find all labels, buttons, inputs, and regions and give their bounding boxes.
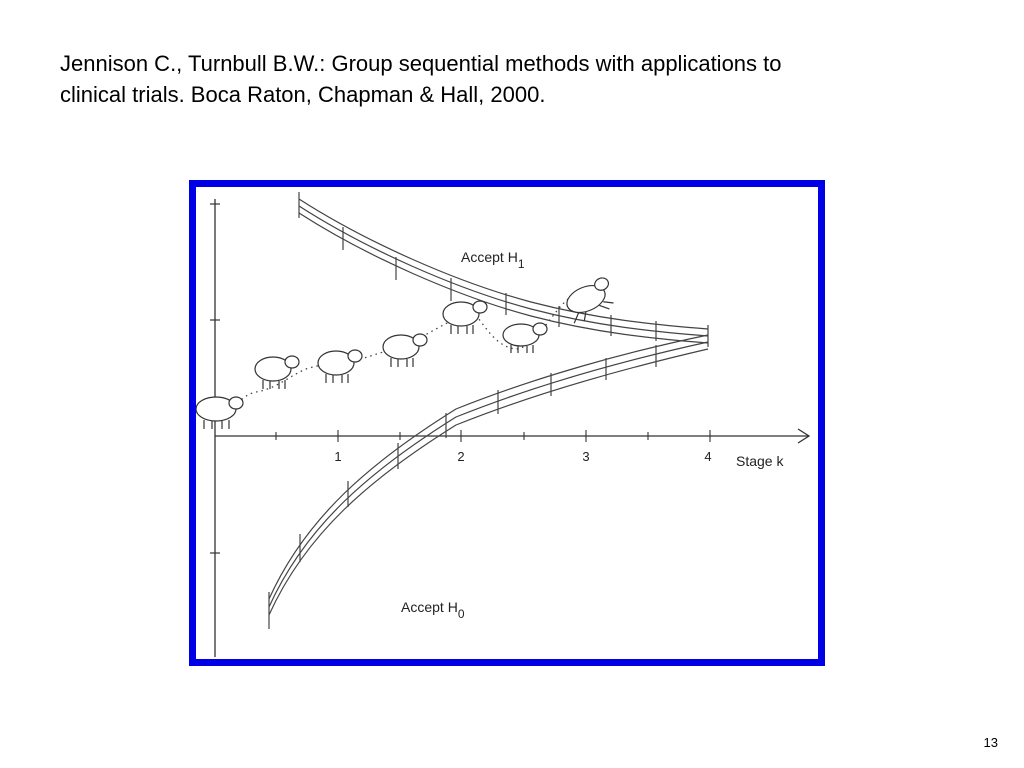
sheep-flock <box>196 276 619 429</box>
citation-line-2: clinical trials. Boca Raton, Chapman & Hall, 2000. <box>60 82 546 107</box>
sheep-icon <box>196 397 243 429</box>
page-number: 13 <box>983 735 998 750</box>
sheep-icon <box>503 323 547 353</box>
accept-h0-label: Accept H0 <box>401 599 465 621</box>
accept-h1-label: Accept H1 <box>461 249 525 271</box>
lower-boundary-fence <box>269 335 708 629</box>
x-tick-label-2: 2 <box>457 449 465 464</box>
x-tick-label-3: 3 <box>582 449 590 464</box>
sheep-icon <box>383 334 427 367</box>
sheep-icon <box>255 356 299 389</box>
sheep-icon <box>443 301 487 334</box>
sheep-icon <box>318 350 362 383</box>
upper-boundary-fence <box>299 192 708 347</box>
figure-frame <box>189 180 825 666</box>
x-axis-label: Stage k <box>736 453 784 469</box>
citation <box>60 48 960 110</box>
citation-line-1: Jennison C., Turnbull B.W.: Group sequential methods with applications to <box>60 51 782 76</box>
sequential-boundary-illustration <box>196 187 818 659</box>
x-tick-label-1: 1 <box>334 449 342 464</box>
x-tick-label-4: 4 <box>704 449 712 464</box>
